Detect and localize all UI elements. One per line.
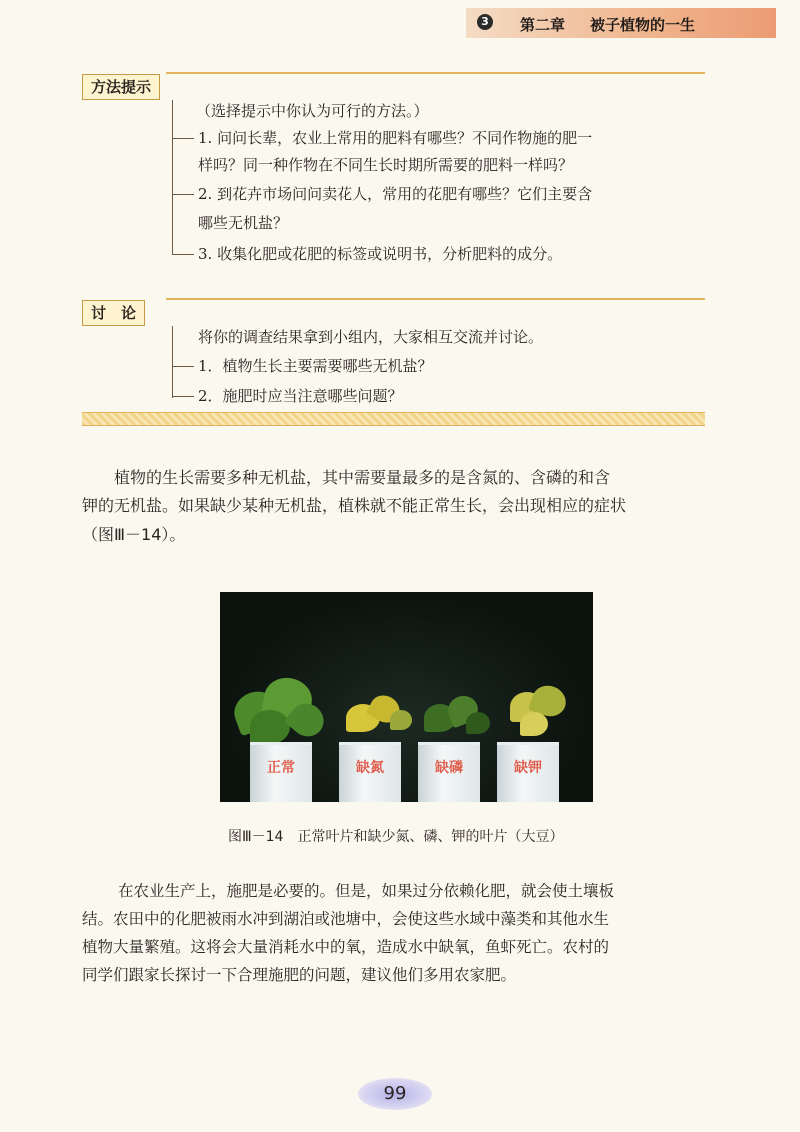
soybean-photo	[220, 592, 593, 802]
pot-phosphorus	[418, 742, 480, 802]
chapter-title: 被子植物的一生	[590, 16, 696, 34]
leaf	[466, 712, 490, 734]
pot-label: 缺氮	[356, 760, 384, 776]
method-box-line: 3. 收集化肥或花肥的标签或说明书，分析肥料的成分。	[198, 245, 563, 263]
body-paragraph-line: 在农业生产上，施肥是必要的。但是，如果过分依赖化肥，就会使土壤板	[118, 882, 615, 900]
discuss-box-bottom-band	[82, 412, 705, 426]
chapter-label: 第二章	[520, 16, 566, 34]
leaf	[250, 710, 290, 744]
pot-label: 缺钾	[514, 760, 542, 776]
leaf	[390, 710, 412, 730]
pot-normal	[250, 742, 312, 802]
body-paragraph-line: 钾的无机盐。如果缺少某种无机盐，植株就不能正常生长，会出现相应的症状	[82, 496, 627, 515]
pot-nitrogen	[339, 742, 401, 802]
method-box-bracket	[172, 100, 173, 255]
pot-label: 缺磷	[435, 760, 463, 776]
method-box-line: 哪些无机盐？	[198, 214, 289, 232]
discuss-box-intro: 将你的调查结果拿到小组内，大家相互交流并讨论。	[198, 328, 544, 346]
chapter-number-badge: 3	[477, 14, 493, 30]
discuss-box-line: 2．施肥时应当注意哪些问题？	[198, 387, 403, 405]
method-box-intro: （选择提示中你认为可行的方法。）	[196, 102, 429, 120]
body-paragraph-line: 同学们跟家长探讨一下合理施肥的问题，建议他们多用农家肥。	[82, 966, 517, 984]
method-box-line: 2. 到花卉市场问问卖花人，常用的花肥有哪些？它们主要含	[198, 185, 593, 203]
discuss-box-bracket	[172, 326, 173, 398]
body-paragraph-line: 结。农田中的化肥被雨水冲到湖泊或池塘中，会使这些水域中藻类和其他水生	[82, 910, 610, 928]
method-box-top-line	[166, 72, 705, 74]
leaf	[520, 712, 548, 736]
method-box-line: 样吗？同一种作物在不同生长时期所需要的肥料一样吗？	[198, 156, 574, 174]
body-paragraph-line: （图Ⅲ－14）。	[82, 525, 186, 544]
body-paragraph-line: 植物的生长需要多种无机盐，其中需要量最多的是含氮的、含磷的和含	[114, 468, 611, 487]
discuss-box-title: 讨 论	[82, 300, 145, 326]
discuss-box-line: 1．植物生长主要需要哪些无机盐？	[198, 357, 433, 375]
body-paragraph-line: 植物大量繁殖。这将会大量消耗水中的氧，造成水中缺氧，鱼虾死亡。农村的	[82, 938, 610, 956]
figure-caption: 图Ⅲ－14 正常叶片和缺少氮、磷、钾的叶片（大豆）	[228, 829, 564, 845]
page-number: 99	[383, 1083, 407, 1104]
discuss-box-top-line	[166, 298, 705, 300]
pot-label: 正常	[267, 760, 295, 776]
method-box-line: 1. 问问长辈，农业上常用的肥料有哪些？不同作物施的肥一	[198, 129, 593, 147]
pot-potassium	[497, 742, 559, 802]
method-box-title: 方法提示	[82, 74, 160, 100]
